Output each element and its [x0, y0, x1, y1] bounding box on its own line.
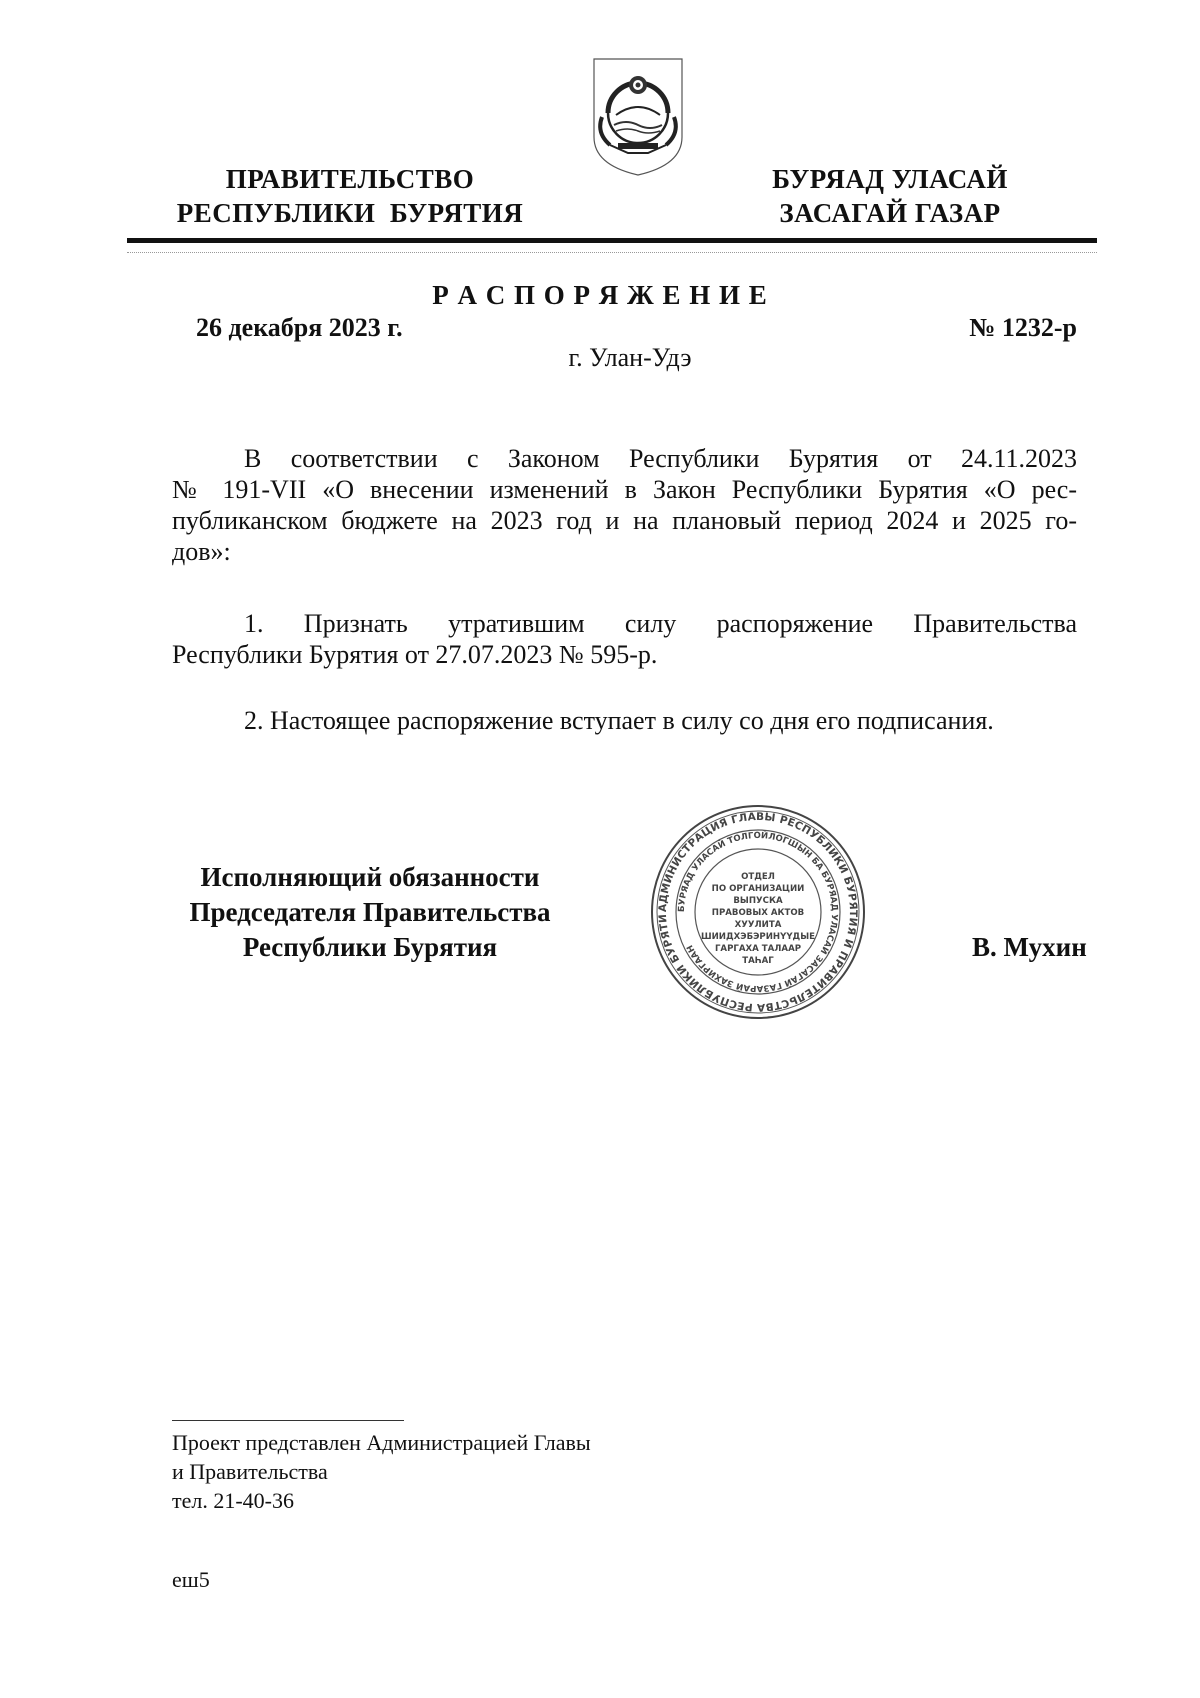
footer-line2: и Правительства	[172, 1459, 328, 1484]
stamp-center-line-3: ВЫПУСКА	[733, 896, 783, 906]
official-stamp	[648, 802, 868, 1022]
stamp-inner-text: БУРЯАД УЛАСАЙ ТОЛГОЙЛОГШЫН БА БУРЯАД УЛАСАЙ ЗАСАГАЙ ГАЗАРАЙ ЗАХИРГААН	[676, 830, 840, 994]
item1-line1: 1. Признать утратившим силу распоряжение Правительства	[244, 609, 1077, 638]
preamble-line4: дов»:	[172, 537, 231, 566]
stamp-outer-text: АДМИНИСТРАЦИЯ ГЛАВЫ РЕСПУБЛИКИ БУРЯТИЯ И ПРАВИТЕЛЬСТВА РЕСПУБЛИКИ БУРЯТИ	[656, 810, 860, 1014]
signature-title	[160, 860, 580, 965]
stamp-center-line-7: ГАРГАХА ТАЛААР	[714, 944, 802, 954]
stamp-center-line-5: ХУУЛИТА	[734, 920, 782, 930]
header-left-line1: ПРАВИТЕЛЬСТВО	[225, 164, 475, 194]
coat-of-arms-icon	[588, 55, 688, 180]
signature-title-line2: Председателя Правительства	[189, 897, 551, 927]
item-2: 2. Настоящее распоряжение вступает в силу со дня его подписания.	[244, 706, 994, 735]
footer-info	[172, 1428, 772, 1515]
header-right	[720, 162, 1060, 230]
item1-line2: Республики Бурятия от 27.07.2023 № 595-р.	[172, 640, 658, 669]
header-rule-thick	[127, 238, 1097, 243]
footer-code: еш5	[172, 1567, 210, 1592]
header-left-line2: РЕСПУБЛИКИ БУРЯТИЯ	[176, 198, 524, 228]
header-left	[140, 162, 560, 230]
document-city: г. Улан-Удэ	[568, 343, 692, 372]
preamble-line2: № 191-VII «О внесении изменений в Закон Республики Бурятия «О рес-	[172, 475, 1077, 504]
signature-title-line3: Республики Бурятия	[242, 932, 498, 962]
document-type: Р А С П О Р Я Ж Е Н И Е	[432, 280, 768, 310]
stamp-center-line-6: ШИИДХЭБЭРИНҮҮДЫЕ	[700, 932, 816, 942]
document-date: 26 декабря 2023 г.	[196, 313, 403, 342]
footer-line3: тел. 21-40-36	[172, 1488, 295, 1513]
stamp-center-line-1: ОТДЕЛ	[741, 872, 775, 882]
preamble	[172, 443, 1077, 567]
stamp-center-line-4: ПРАВОВЫХ АКТОВ	[711, 908, 805, 918]
document-number: № 1232-р	[969, 313, 1077, 342]
preamble-line3: публиканском бюджете на 2023 год и на плановый период 2024 и 2025 го-	[172, 506, 1077, 535]
header-right-line1: БУРЯАД УЛАСАЙ	[772, 164, 1008, 194]
stamp-center-line-2: ПО ОРГАНИЗАЦИИ	[711, 884, 805, 894]
stamp-center-line-8: ТАҺАГ	[742, 956, 774, 966]
header-right-line2: ЗАСАГАЙ ГАЗАР	[779, 198, 1001, 228]
preamble-line1: В соответствии с Законом Республики Бурятия от 24.11.2023	[244, 444, 1077, 473]
footer-line1: Проект представлен Администрацией Главы	[172, 1430, 591, 1455]
header-rule-thin	[127, 252, 1097, 253]
signatory-name: В. Мухин	[972, 932, 1087, 962]
item-1	[172, 608, 1077, 670]
footer-rule	[172, 1420, 404, 1421]
signature-title-line1: Исполняющий обязанности	[200, 862, 540, 892]
